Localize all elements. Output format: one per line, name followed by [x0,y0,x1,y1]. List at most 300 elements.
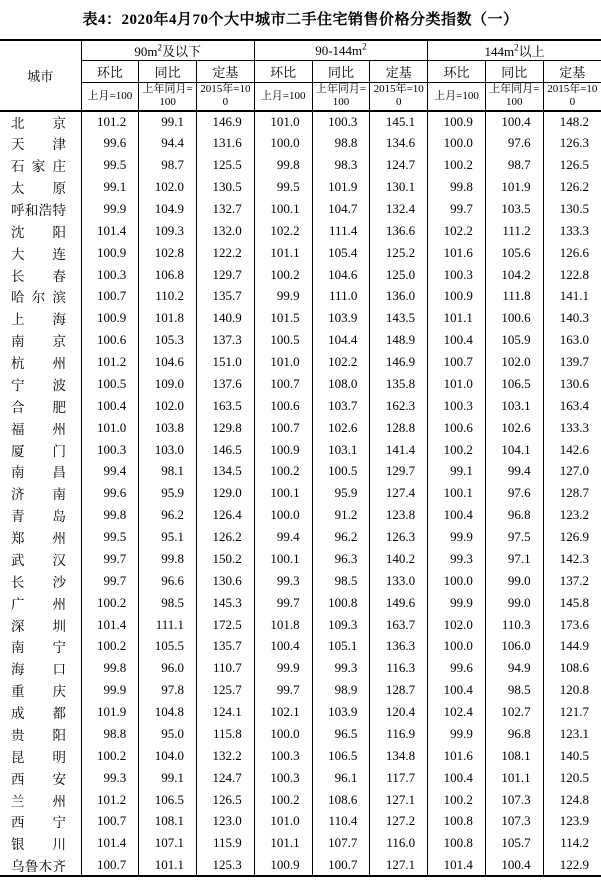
cell-value: 124.8 [543,789,601,811]
cell-value: 100.5 [254,329,312,351]
superscript: 2 [157,42,162,53]
cell-value: 115.8 [197,723,255,745]
cell-value: 127.2 [370,811,428,833]
table-row [0,220,601,242]
table-row [0,767,601,789]
base-header-line: 0 [395,96,402,109]
table-body [0,111,601,877]
city-name: 海口 [11,662,66,678]
city-cell [0,286,81,308]
metric-header-mom: 环比 [81,61,139,83]
cell-value: 96.6 [139,570,197,592]
city-name: 广州 [11,596,66,612]
cell-value: 163.0 [543,329,601,351]
metric-header-yoy: 同比 [485,61,543,83]
city-name: 西宁 [11,815,66,831]
cell-value: 100.7 [312,854,370,876]
cell-value: 100.9 [254,439,312,461]
cell-value: 120.5 [543,767,601,789]
base-header-line: 上年同月= [489,83,540,96]
cell-value: 98.8 [312,132,370,154]
cell-value: 101.6 [428,745,486,767]
cell-value: 104.8 [139,701,197,723]
cell-value: 100.5 [81,373,139,395]
base-header-prev-year [485,83,543,111]
cell-value: 101.9 [312,176,370,198]
base-header-prev-month [81,83,139,111]
city-name: 长春 [11,268,66,284]
base-header-line: 100 [332,96,350,109]
cell-value: 100.9 [81,307,139,329]
cell-value: 121.7 [543,701,601,723]
city-cell [0,767,81,789]
cell-value: 103.9 [312,701,370,723]
cell-value: 128.7 [370,679,428,701]
cell-value: 128.8 [370,417,428,439]
cell-value: 99.4 [81,461,139,483]
city-cell [0,329,81,351]
cell-value: 100.0 [428,570,486,592]
city-name: 哈尔滨 [11,290,66,306]
cell-value: 99.9 [81,198,139,220]
cell-value: 132.7 [197,198,255,220]
city-cell [0,614,81,636]
cell-value: 149.6 [370,592,428,614]
cell-value: 140.2 [370,548,428,570]
cell-value: 102.2 [312,351,370,373]
cell-value: 100.9 [428,286,486,308]
city-name: 兰州 [11,793,66,809]
cell-value: 102.0 [139,176,197,198]
base-header-line: 上年同月= [142,83,193,96]
cell-value: 100.2 [81,745,139,767]
cell-value: 95.9 [139,482,197,504]
cell-value: 96.0 [139,657,197,679]
cell-value: 100.1 [254,548,312,570]
cell-value: 142.3 [543,548,601,570]
base-header-prev-month [254,83,312,111]
table-row [0,417,601,439]
table-row [0,132,601,154]
table-row [0,614,601,636]
cell-value: 125.7 [197,679,255,701]
city-cell [0,526,81,548]
cell-value: 103.1 [312,439,370,461]
table-title: 表4：2020年4月70个大中城市二手住宅销售价格分类指数（一） [82,12,519,28]
city-name: 福州 [11,421,66,437]
table-row [0,679,601,701]
cell-value: 148.9 [370,329,428,351]
city-cell [0,657,81,679]
cell-value: 104.2 [485,264,543,286]
cell-value: 140.5 [543,745,601,767]
cell-value: 100.0 [428,132,486,154]
price-index-table [0,39,601,877]
cell-value: 141.4 [370,439,428,461]
cell-value: 103.7 [312,395,370,417]
cell-value: 103.8 [139,417,197,439]
superscript: 2 [514,42,519,53]
cell-value: 106.5 [139,789,197,811]
cell-value: 129.7 [197,264,255,286]
cell-value: 133.0 [370,570,428,592]
cell-value: 100.0 [254,723,312,745]
cell-value: 127.4 [370,482,428,504]
cell-value: 109.3 [139,220,197,242]
cell-value: 115.9 [197,832,255,854]
group-header-144-above [428,40,601,61]
cell-value: 135.8 [370,373,428,395]
cell-value: 111.0 [312,286,370,308]
cell-value: 104.6 [139,351,197,373]
cell-value: 96.2 [312,526,370,548]
metric-header-yoy: 同比 [312,61,370,83]
city-name: 上海 [11,312,66,328]
base-header-line: 2015年=10 [547,83,598,96]
city-cell [0,854,81,876]
cell-value: 101.9 [81,701,139,723]
cell-value: 101.2 [81,351,139,373]
cell-value: 100.2 [428,154,486,176]
cell-value: 99.3 [81,767,139,789]
cell-value: 163.7 [370,614,428,636]
city-name: 厦门 [11,443,66,459]
group-header-text: 及以下 [161,44,201,59]
cell-value: 94.9 [485,657,543,679]
cell-value: 99.6 [81,482,139,504]
cell-value: 100.3 [81,264,139,286]
table-row [0,592,601,614]
cell-value: 100.4 [485,854,543,876]
table-row [0,745,601,767]
cell-value: 100.8 [312,592,370,614]
cell-value: 102.1 [254,701,312,723]
table-row [0,439,601,461]
city-cell [0,548,81,570]
cell-value: 96.5 [312,723,370,745]
cell-value: 99.6 [428,657,486,679]
cell-value: 126.4 [197,504,255,526]
cell-value: 101.2 [81,789,139,811]
cell-value: 129.0 [197,482,255,504]
city-name: 深圳 [11,618,66,634]
city-cell [0,679,81,701]
cell-value: 101.0 [81,417,139,439]
cell-value: 110.3 [485,614,543,636]
cell-value: 99.4 [254,526,312,548]
city-cell [0,570,81,592]
table-row [0,373,601,395]
cell-value: 99.1 [139,767,197,789]
cell-value: 110.4 [312,811,370,833]
cell-value: 100.4 [254,636,312,658]
cell-value: 136.0 [370,286,428,308]
cell-value: 102.0 [485,351,543,373]
cell-value: 116.3 [370,657,428,679]
city-cell [0,198,81,220]
metric-header-fixed-base: 定基 [370,61,428,83]
cell-value: 100.2 [254,789,312,811]
cell-value: 140.9 [197,307,255,329]
city-name: 杭州 [11,356,66,372]
cell-value: 126.5 [197,789,255,811]
table-row [0,854,601,876]
cell-value: 101.8 [139,307,197,329]
cell-value: 100.7 [81,286,139,308]
base-header-line: 2015年=10 [200,83,251,96]
cell-value: 104.0 [139,745,197,767]
cell-value: 97.6 [485,482,543,504]
cell-value: 100.0 [254,504,312,526]
cell-value: 122.8 [543,264,601,286]
cell-value: 123.0 [197,811,255,833]
cell-value: 134.6 [370,132,428,154]
cell-value: 143.5 [370,307,428,329]
cell-value: 126.5 [543,154,601,176]
cell-value: 105.7 [485,832,543,854]
cell-value: 150.2 [197,548,255,570]
cell-value: 146.9 [197,111,255,133]
cell-value: 99.3 [428,548,486,570]
cell-value: 99.8 [254,154,312,176]
cell-value: 96.1 [312,767,370,789]
cell-value: 139.7 [543,351,601,373]
cell-value: 163.4 [543,395,601,417]
cell-value: 136.6 [370,220,428,242]
cell-value: 100.2 [254,461,312,483]
table-row [0,198,601,220]
cell-value: 123.8 [370,504,428,526]
cell-value: 145.8 [543,592,601,614]
cell-value: 98.7 [485,154,543,176]
cell-value: 111.8 [485,286,543,308]
city-name: 长沙 [11,574,66,590]
cell-value: 99.5 [254,176,312,198]
superscript: 2 [362,41,367,52]
cell-value: 124.7 [197,767,255,789]
cell-value: 103.5 [485,198,543,220]
table-header [0,40,601,111]
cell-value: 99.7 [81,548,139,570]
cell-value: 120.4 [370,701,428,723]
cell-value: 100.3 [428,395,486,417]
cell-value: 99.1 [428,461,486,483]
cell-value: 100.8 [428,811,486,833]
cell-value: 120.8 [543,679,601,701]
cell-value: 127.0 [543,461,601,483]
cell-value: 122.2 [197,242,255,264]
city-cell [0,351,81,373]
cell-value: 136.3 [370,636,428,658]
cell-value: 126.2 [543,176,601,198]
cell-value: 137.2 [543,570,601,592]
cell-value: 132.0 [197,220,255,242]
table-row [0,286,601,308]
table-row [0,176,601,198]
cell-value: 126.2 [197,526,255,548]
cell-value: 162.3 [370,395,428,417]
cell-value: 101.1 [428,307,486,329]
base-header-line: 100 [505,96,523,109]
cell-value: 100.6 [254,395,312,417]
cell-value: 141.1 [543,286,601,308]
cell-value: 100.3 [428,264,486,286]
cell-value: 95.1 [139,526,197,548]
cell-value: 125.5 [197,154,255,176]
city-name: 石家庄 [11,159,66,175]
base-header-line: 2015年=10 [373,83,424,96]
group-header-text: 以上 [518,44,545,59]
base-header-line: 上月=100 [434,89,479,102]
cell-value: 100.1 [254,198,312,220]
city-name: 乌鲁木齐 [11,858,66,874]
city-name: 呼和浩特 [11,202,66,218]
cell-value: 101.4 [81,614,139,636]
cell-value: 106.5 [485,373,543,395]
cell-value: 99.3 [254,570,312,592]
city-cell [0,176,81,198]
city-name: 宁波 [11,377,66,393]
cell-value: 101.6 [428,242,486,264]
cell-value: 117.7 [370,767,428,789]
base-header-2015 [370,83,428,111]
cell-value: 103.0 [139,439,197,461]
cell-value: 98.9 [312,679,370,701]
cell-value: 100.7 [254,373,312,395]
cell-value: 101.0 [254,111,312,133]
cell-value: 126.6 [543,242,601,264]
cell-value: 163.5 [197,395,255,417]
cell-value: 100.4 [81,395,139,417]
cell-value: 123.1 [543,723,601,745]
group-header-90-and-below [81,40,254,61]
table-row [0,395,601,417]
base-header-prev-month [428,83,486,111]
cell-value: 99.8 [81,504,139,526]
cell-value: 106.0 [485,636,543,658]
cell-value: 99.7 [254,592,312,614]
cell-value: 100.1 [428,482,486,504]
city-name: 南宁 [11,640,66,656]
table-row [0,723,601,745]
city-cell [0,701,81,723]
cell-value: 100.7 [428,351,486,373]
cell-value: 101.4 [428,854,486,876]
city-name: 北京 [11,115,66,131]
cell-value: 99.7 [81,570,139,592]
table-row [0,351,601,373]
cell-value: 151.0 [197,351,255,373]
cell-value: 131.6 [197,132,255,154]
city-cell [0,154,81,176]
cell-value: 134.8 [370,745,428,767]
cell-value: 102.7 [485,701,543,723]
city-cell [0,417,81,439]
base-header-2015 [543,83,601,111]
city-cell [0,832,81,854]
cell-value: 99.0 [485,570,543,592]
cell-value: 137.6 [197,373,255,395]
table-row [0,636,601,658]
cell-value: 144.9 [543,636,601,658]
city-cell [0,220,81,242]
city-cell [0,264,81,286]
cell-value: 99.8 [81,657,139,679]
cell-value: 100.8 [428,832,486,854]
cell-value: 100.4 [485,111,543,133]
city-name: 郑州 [11,531,66,547]
cell-value: 100.1 [254,482,312,504]
cell-value: 101.1 [254,242,312,264]
cell-value: 100.4 [428,504,486,526]
cell-value: 100.6 [428,417,486,439]
cell-value: 95.9 [312,482,370,504]
cell-value: 103.1 [485,395,543,417]
cell-value: 108.0 [312,373,370,395]
base-header-prev-year [139,83,197,111]
cell-value: 106.5 [312,745,370,767]
cell-value: 123.2 [543,504,601,526]
cell-value: 99.5 [81,154,139,176]
cell-value: 102.8 [139,242,197,264]
cell-value: 145.3 [197,592,255,614]
cell-value: 100.7 [254,417,312,439]
city-name: 青岛 [11,509,66,525]
city-cell [0,111,81,133]
cell-value: 102.0 [428,614,486,636]
cell-value: 97.1 [485,548,543,570]
cell-value: 100.3 [254,745,312,767]
table-row [0,154,601,176]
city-cell [0,307,81,329]
cell-value: 127.1 [370,789,428,811]
cell-value: 111.2 [485,220,543,242]
cell-value: 105.4 [312,242,370,264]
cell-value: 126.3 [370,526,428,548]
cell-value: 99.7 [254,679,312,701]
cell-value: 102.4 [428,701,486,723]
cell-value: 108.1 [485,745,543,767]
cell-value: 132.4 [370,198,428,220]
cell-value: 100.0 [254,132,312,154]
cell-value: 101.4 [81,220,139,242]
cell-value: 99.9 [428,592,486,614]
table-row [0,548,601,570]
city-name: 武汉 [11,552,66,568]
cell-value: 108.1 [139,811,197,833]
city-cell [0,723,81,745]
table-row [0,264,601,286]
city-name: 天津 [11,137,66,153]
city-name: 合肥 [11,399,66,415]
cell-value: 100.5 [312,461,370,483]
cell-value: 98.5 [312,570,370,592]
city-cell [0,745,81,767]
table-row [0,111,601,133]
cell-value: 105.6 [485,242,543,264]
cell-value: 101.0 [254,351,312,373]
base-header-line: 上年同月= [315,83,367,96]
city-cell [0,504,81,526]
cell-value: 98.3 [312,154,370,176]
cell-value: 133.3 [543,220,601,242]
cell-value: 130.5 [543,198,601,220]
cell-value: 130.5 [197,176,255,198]
cell-value: 130.6 [197,570,255,592]
cell-value: 91.2 [312,504,370,526]
city-name: 昆明 [11,749,66,765]
city-name: 南昌 [11,465,66,481]
